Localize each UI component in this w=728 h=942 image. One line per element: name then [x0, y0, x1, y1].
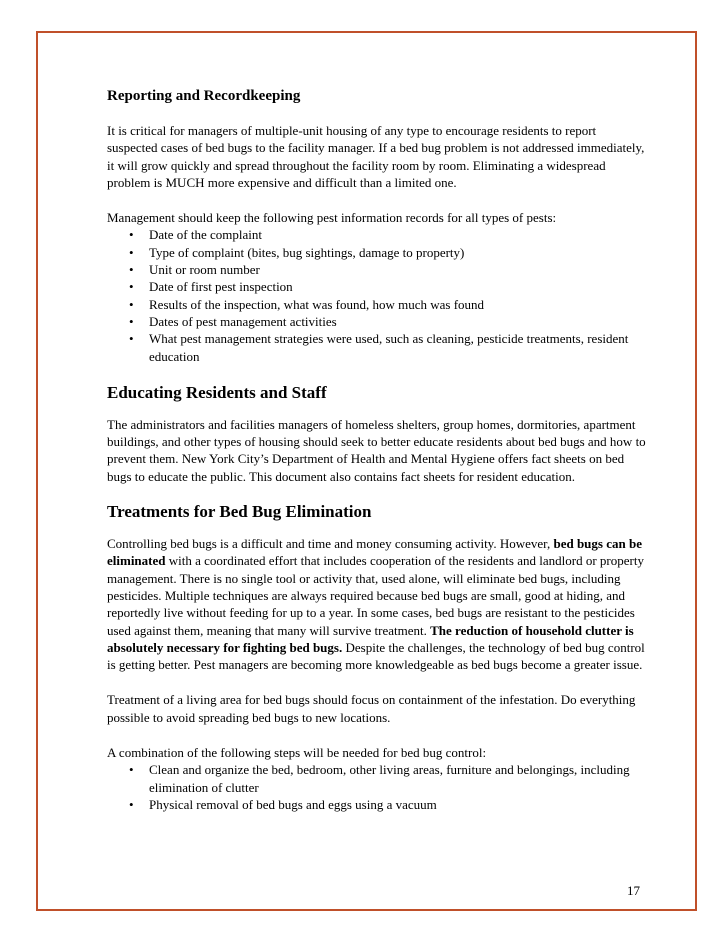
list-item: • Dates of pest management activities	[129, 313, 337, 329]
records-list	[107, 226, 647, 364]
list-item: • Date of first pest inspection	[129, 279, 293, 295]
page-number: 17	[627, 883, 640, 898]
list-item: • Results of the inspection, what was found, how much was found	[129, 296, 485, 312]
list-item: • What pest management strategies were used, such as cleaning, pesticide treatments, resident education	[129, 331, 629, 364]
paragraph-educating: The administrators and facilities managers of homeless shelters, group homes, dormitories, apartment buildings, and other types of housing should seek to better educate residents about bed bugs and how to prevent them. New York City’s Department of Health and Mental Hygiene offers fact sheets on bed bugs to educate the public. This document also contains fact sheets for resident education.	[107, 416, 646, 484]
section-heading-educating: Educating Residents and Staff	[107, 382, 327, 402]
records-list-intro: Management should keep the following pest information records for all types of pests:	[107, 210, 557, 226]
bullet-icon: •	[129, 279, 134, 295]
bullet-icon: •	[129, 331, 134, 347]
list-item: • Date of the complaint	[129, 227, 262, 243]
section-heading-treatments: Treatments for Bed Bug Elimination	[107, 502, 372, 522]
list-item: • Type of complaint (bites, bug sightings, damage to property)	[129, 244, 465, 260]
list-item: • Clean and organize the bed, bedroom, other living areas, furniture and belongings, including elimination of clutter	[129, 762, 630, 795]
list-item: • Physical removal of bed bugs and eggs using a vacuum	[129, 796, 437, 812]
steps-list	[107, 761, 647, 813]
bullet-icon: •	[129, 313, 134, 329]
bullet-icon: •	[129, 227, 134, 243]
paragraph-reporting: It is critical for managers of multiple-unit housing of any type to encourage residents to report suspected cases of bed bugs to the facility manager. If a bed bug problem is not addressed immediately, it will grow quickly and spread throughout the facility room by room. Eliminating a widespread problem is MUCH more expensive and difficult than a limited one.	[107, 123, 645, 190]
bullet-icon: •	[129, 796, 134, 812]
section-heading-reporting: Reporting and Recordkeeping	[107, 88, 301, 104]
steps-list-intro: A combination of the following steps will be needed for bed bug control:	[107, 745, 487, 761]
bullet-icon: •	[129, 244, 134, 260]
list-item: • Unit or room number	[129, 262, 260, 278]
bullet-icon: •	[129, 262, 134, 278]
bullet-icon: •	[129, 296, 134, 312]
paragraph-containment: Treatment of a living area for bed bugs should focus on containment of the infestation. Do everything possible to avoid spreading bed bugs to new locations.	[107, 692, 636, 725]
bullet-icon: •	[129, 762, 134, 778]
document-body	[107, 87, 647, 813]
paragraph-treatments: Controlling bed bugs is a difficult and time and money consuming activity. However, bed bugs can be eliminated with a coordinated effort that includes cooperation of the residents and landlord or property management. There is no single tool or activity that, used alone, will eliminate bed bugs, including pesticides. Multiple techniques are always required because bed bugs are small, good at hiding, and reportedly live without feeding for up to a year. In some cases, bed bugs are resistant to the pesticides used against them, meaning that many will survive treatment. The reduction of household clutter is absolutely necessary for fighting bed bugs. Despite the challenges, the technology of bed bug control is getting better. Pest managers are becoming more knowledgeable as bed bugs become a greater issue.	[107, 536, 645, 673]
